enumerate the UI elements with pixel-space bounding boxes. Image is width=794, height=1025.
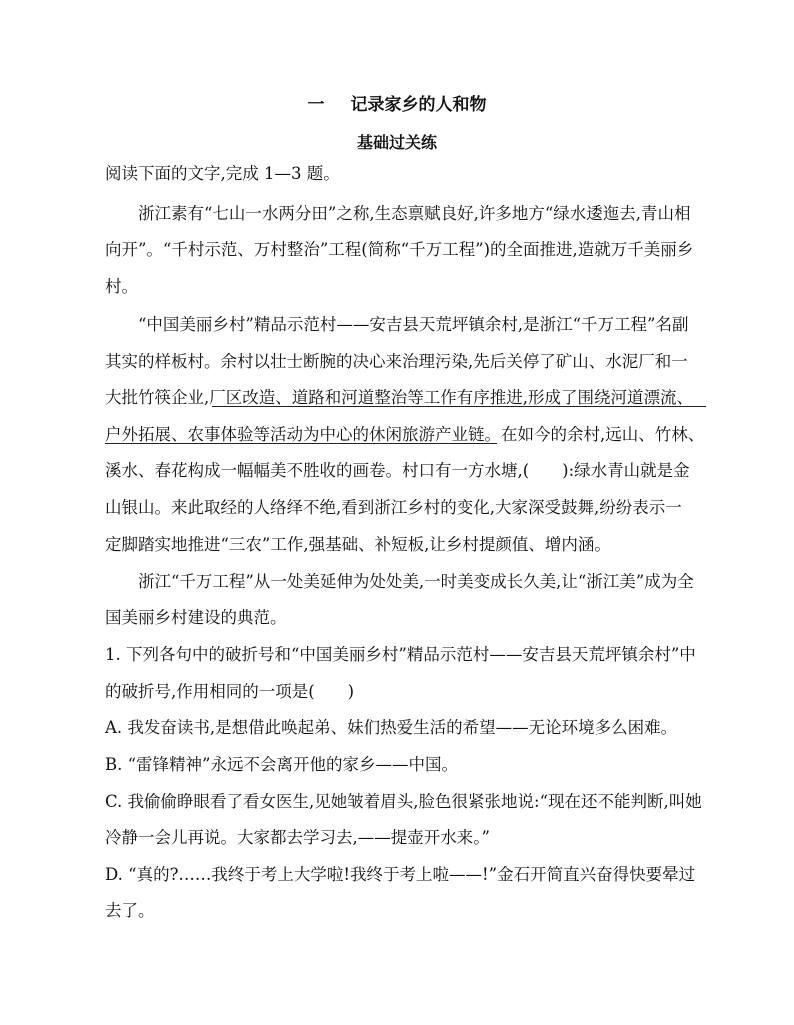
passage-p2-line-7: 定脚踏实地推进“三农”工作,强基础、补短板,让乡村提颜值、增内涵。 (105, 535, 611, 554)
passage-p1-line-3: 村。 (105, 277, 138, 296)
section-subtitle: 基础过关练 (356, 133, 437, 152)
reading-instruction: 阅读下面的文字,完成 1—3 题。 (105, 164, 340, 183)
section-heading (0, 90, 794, 115)
passage-p3-line-1: 浙江“千万工程”从一处美延伸为处处美,一时美变成长久美,让“浙江美”成为全 (138, 572, 694, 591)
option-a: A. 我发奋读书,是想借此唤起弟、妹们热爱生活的希望——无论环境多么困难。 (105, 718, 678, 737)
passage-p3-line-2: 国美丽乡村建设的典范。 (105, 608, 287, 627)
underlined-sentence-part-1: 厂区改造、道路和河道整治等工作有序推进,形成了围绕河道漂流、 (209, 388, 693, 407)
passage-p1-line-2: 向开”。“千村示范、万村整治”工程(简称“千万工程”)的全面推进,造就万千美丽乡 (105, 240, 694, 259)
passage-p1-line-1: 浙江素有“七山一水两分田”之称,生态禀赋良好,许多地方“绿水逶迤去,青山相 (138, 204, 691, 223)
option-b: B. “雷锋精神”永远不会离开他的家乡——中国。 (105, 755, 458, 774)
underline-mark-2 (105, 443, 497, 444)
option-c-line-2: 冷静一会儿再说。大家都去学习去,——提壶开水来。” (105, 828, 490, 847)
passage-p2-line-2: 其实的样板村。余村以壮士断腕的决心来治理污染,先后关停了矿山、水泥厂和一 (105, 352, 688, 371)
option-d-line-1: D. “真的?……我终于考上大学啦!我终于考上啦——!”金石开简直兴奋得快要晕过 (105, 865, 696, 884)
section-title: 记录家乡的人和物 (350, 95, 487, 115)
question-1-stem-line-1: 1. 下列各句中的破折号和“中国美丽乡村”精品示范村——安吉县天荒坪镇余村”中 (105, 645, 696, 664)
underlined-sentence-part-2: 户外拓展、农事体验等活动为中心的休闲旅游产业链。 (105, 425, 501, 444)
passage-p2-line-5: 溪水、春花构成一幅幅美不胜收的画卷。村口有一方水塘,( ):绿水青山就是金 (105, 461, 690, 480)
passage-p2-line-6: 山银山。来此取经的人络绎不绝,看到浙江乡村的变化,大家深受鼓舞,纷纷表示一 (105, 498, 682, 517)
passage-p2-line-3-plain: 大批竹筷企业, (105, 388, 210, 407)
option-d-line-2: 去了。 (105, 901, 155, 920)
passage-p2-line-4-plain: 在如今的余村,远山、竹林、 (501, 425, 705, 444)
passage-p2-line-1: “中国美丽乡村”精品示范村——安吉县天荒坪镇余村,是浙江“千万工程”名副 (138, 315, 689, 334)
section-number: 一 (307, 95, 325, 115)
underline-mark-1 (212, 406, 706, 407)
option-c-line-1: C. 我偷偷睁眼看了看女医生,见她皱着眉头,脸色很紧张地说:“现在还不能判断,叫她 (105, 792, 702, 811)
question-1-stem-line-2: 的破折号,作用相同的一项是( ) (105, 682, 355, 701)
